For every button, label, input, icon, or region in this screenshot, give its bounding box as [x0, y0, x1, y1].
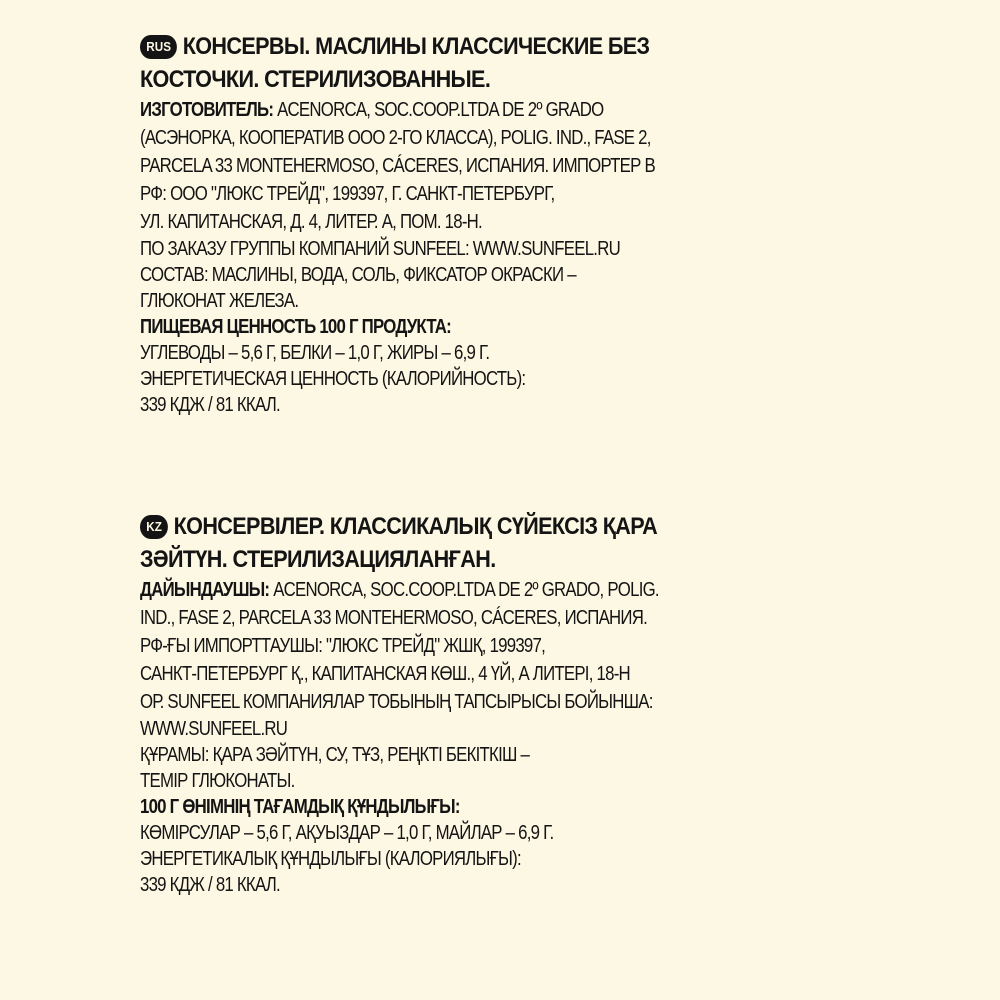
- kz-manufacturer-line-1: [140, 576, 837, 604]
- rus-section: [140, 30, 840, 418]
- rus-composition-line-1: СОСТАВ: МАСЛИНЫ, ВОДА, СОЛЬ, ФИКСАТОР ОКРАСКИ –: [140, 264, 576, 286]
- rus-composition-line-2: ГЛЮКОНАТ ЖЕЛЕЗА.: [140, 290, 299, 312]
- rus-manufacturer-text-1: ACENORCA, SOC.COOP.LTDA DE 2º GRADO: [273, 99, 604, 121]
- kz-title-line-1: [140, 510, 824, 543]
- rus-title: [140, 30, 824, 96]
- kz-body: [140, 576, 837, 898]
- kz-language-badge: KZ: [140, 515, 168, 539]
- rus-manufacturer-line-1: [140, 96, 837, 124]
- rus-manufacturer-line-6: ПО ЗАКАЗУ ГРУППЫ КОМПАНИЙ SUNFEEL: WWW.SUNFEEL.RU: [140, 238, 620, 260]
- kz-manufacturer-line-6: WWW.SUNFEEL.RU: [140, 718, 288, 740]
- rus-title-line-2: КОСТОЧКИ. СТЕРИЛИЗОВАННЫЕ.: [140, 66, 491, 93]
- kz-title: [140, 510, 824, 576]
- kz-section: [140, 510, 840, 898]
- rus-nutrition-line-2: ЭНЕРГЕТИЧЕСКАЯ ЦЕННОСТЬ (КАЛОРИЙНОСТЬ):: [140, 368, 526, 390]
- rus-manufacturer-line-2: (АСЭНОРКА, КООПЕРАТИВ ООО 2-ГО КЛАССА), POLIG. IND., FASE 2,: [140, 127, 651, 149]
- kz-composition-line-2: ТЕМІР ГЛЮКОНАТЫ.: [140, 770, 295, 792]
- kz-nutrition-title: 100 Г ӨНІМНІҢ ТАҒАМДЫҚ ҚҰНДЫЛЫҒЫ:: [140, 796, 460, 818]
- rus-language-badge: RUS: [140, 35, 177, 59]
- rus-body: [140, 96, 837, 418]
- rus-manufacturer-line-4: РФ: ООО "ЛЮКС ТРЕЙД", 199397, Г. САНКТ-ПЕТЕРБУРГ,: [140, 183, 555, 205]
- kz-manufacturer-line-2: IND., FASE 2, PARCELA 33 MONTEHERMOSO, CÁCERES, ИСПАНИЯ.: [140, 607, 648, 629]
- rus-title-text-1: КОНСЕРВЫ. МАСЛИНЫ КЛАССИЧЕСКИЕ БЕЗ: [182, 33, 650, 60]
- kz-title-line-2: ЗӘЙТҮН. СТЕРИЛИЗАЦИЯЛАНҒАН.: [140, 546, 496, 573]
- kz-nutrition-line-2: ЭНЕРГЕТИКАЛЫҚ ҚҰНДЫЛЫҒЫ (КАЛОРИЯЛЫҒЫ):: [140, 848, 521, 870]
- kz-title-text-1: КОНСЕРВІЛЕР. КЛАССИКАЛЫҚ СҮЙЕКСІЗ ҚАРА: [173, 513, 658, 540]
- kz-manufacturer-text-1: ACENORCA, SOC.COOP.LTDA DE 2º GRADO, POLIG.: [269, 579, 659, 601]
- kz-manufacturer-label: ДАЙЫНДАУШЫ:: [140, 579, 270, 601]
- kz-manufacturer-line-5: ОР. SUNFEEL КОМПАНИЯЛАР ТОБЫНЫҢ ТАПСЫРЫСЫ БОЙЫНША:: [140, 691, 653, 713]
- rus-manufacturer-line-3: PARCELA 33 MONTEHERMOSO, CÁCERES, ИСПАНИЯ. ИМПОРТЕР В: [140, 155, 655, 177]
- rus-manufacturer-line-5: УЛ. КАПИТАНСКАЯ, Д. 4, ЛИТЕР. А, ПОМ. 18-Н.: [140, 211, 482, 233]
- kz-nutrition-line-1: КӨМІРСУЛАР – 5,6 Г, АҚУЫЗДАР – 1,0 Г, МАЙЛАР – 6,9 Г.: [140, 822, 554, 844]
- rus-nutrition-line-1: УГЛЕВОДЫ – 5,6 Г, БЕЛКИ – 1,0 Г, ЖИРЫ – 6,9 Г.: [140, 342, 490, 364]
- kz-composition-line-1: ҚҰРАМЫ: ҚАРА ЗӘЙТҮН, СУ, ТҰЗ, РЕҢКТІ БЕКІТКІШ –: [140, 744, 530, 766]
- kz-nutrition-line-3: 339 КДЖ / 81 ККАЛ.: [140, 874, 280, 896]
- rus-nutrition-line-3: 339 КДЖ / 81 ККАЛ.: [140, 394, 280, 416]
- kz-manufacturer-line-4: САНКТ-ПЕТЕРБУРГ Қ., КАПИТАНСКАЯ КӨШ., 4 ҮЙ, А ЛИТЕРІ, 18-Н: [140, 663, 630, 685]
- rus-manufacturer-label: ИЗГОТОВИТЕЛЬ:: [140, 99, 274, 121]
- kz-manufacturer-line-3: РФ-ҒЫ ИМПОРТТАУШЫ: "ЛЮКС ТРЕЙД" ЖШҚ, 199397,: [140, 635, 546, 657]
- rus-title-line-1: [140, 30, 824, 63]
- rus-nutrition-title: ПИЩЕВАЯ ЦЕННОСТЬ 100 Г ПРОДУКТА:: [140, 316, 452, 338]
